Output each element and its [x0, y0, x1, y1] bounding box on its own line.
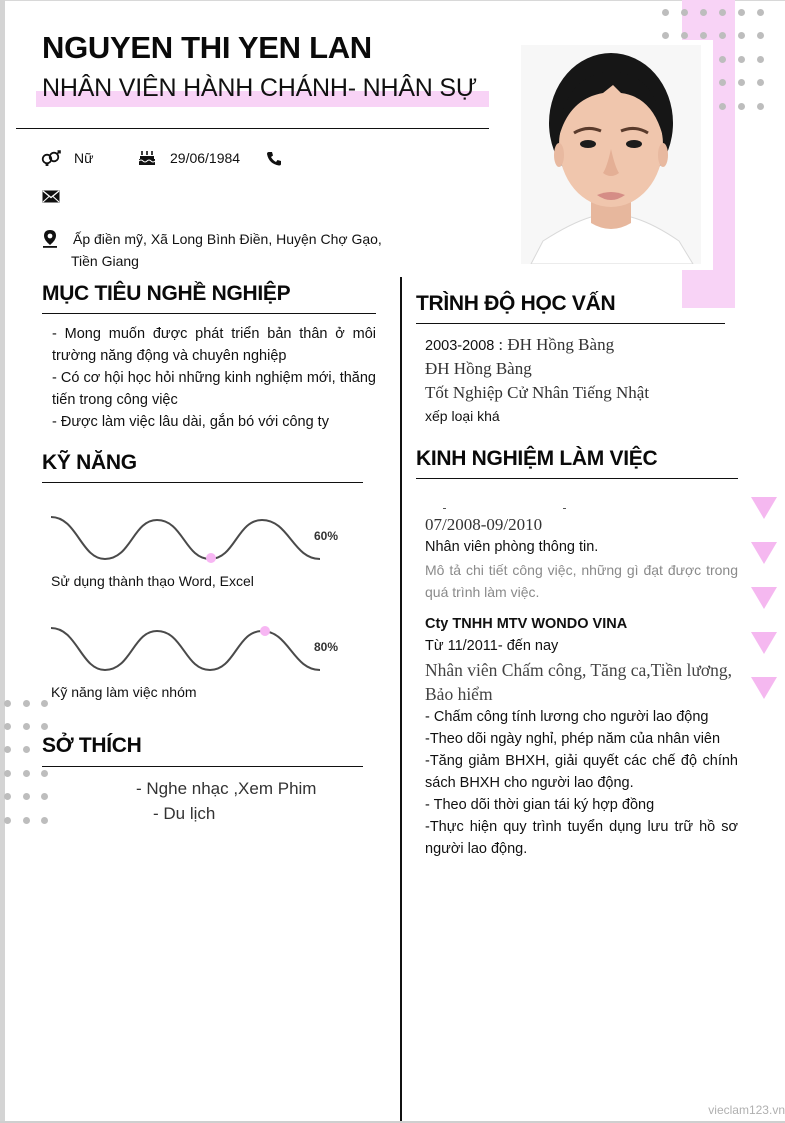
job-2-duties [425, 706, 738, 860]
education-title: TRÌNH ĐỘ HỌC VẤN [416, 292, 616, 315]
duty-item: -Theo dõi ngày nghỉ, phép năm của nhân viên [425, 731, 721, 747]
education-period-row [425, 335, 614, 355]
duty-item: - Chấm công tính lương cho người lao động [425, 709, 709, 725]
experience-divider [416, 478, 738, 479]
address-line-2: Tiền Giang [71, 253, 139, 269]
portrait-icon [521, 45, 701, 264]
skill-percent-1: 60% [314, 529, 339, 543]
hobby-item-2: - Du lịch [153, 804, 216, 823]
candidate-name: NGUYEN THI YEN LAN [42, 30, 372, 65]
clipped-text-mark [443, 508, 446, 509]
job-1-period: 07/2008-09/2010 [425, 515, 543, 534]
objective-divider [42, 313, 376, 314]
education-period: 2003-2008 [425, 338, 499, 354]
birthday-cake-icon [138, 150, 156, 166]
profile-photo [521, 45, 701, 264]
address-line-1: Ấp điền mỹ, Xã Long Bình Điền, Huyện Chợ Gạo, [73, 230, 382, 247]
education-school: ĐH Hồng Bàng [425, 359, 532, 378]
skills-divider [42, 482, 363, 483]
triangle-down-icon [751, 497, 777, 519]
phone-icon [266, 151, 282, 166]
triangle-down-icon [751, 542, 777, 564]
header-divider [16, 128, 489, 129]
skill-label-1: Sử dụng thành thạo Word, Excel [51, 573, 254, 589]
objective-line: - Có cơ hội học hỏi những kinh nghiệm mới, thăng tiến trong công việc [52, 370, 376, 408]
contact-row-1 [41, 150, 294, 166]
experience-title: KINH NGHIỆM LÀM VIỆC [416, 447, 658, 470]
duty-item: -Tăng giảm BHXH, giải quyết các chế độ chính sách BHXH cho người lao động. [425, 753, 738, 791]
skill-wave-1 [45, 505, 330, 570]
hobbies-divider [42, 766, 363, 767]
column-divider [400, 277, 402, 1123]
job-1-position: Nhân viên phòng thông tin. [425, 539, 599, 555]
duty-item: - Theo dõi thời gian tái ký hợp đồng [425, 797, 655, 813]
skill-percent-2: 80% [314, 640, 339, 654]
clipped-text-mark [563, 508, 566, 509]
contact-row-3 [42, 229, 382, 248]
hobbies-title: SỞ THÍCH [42, 734, 142, 757]
objective-line: - Mong muốn được phát triển bản thân ở môi trường năng động và chuyên nghiệp [52, 326, 376, 364]
objective-line: - Được làm việc lâu dài, gắn bó với công ty [52, 414, 329, 430]
job-title: NHÂN VIÊN HÀNH CHÁNH- NHÂN SỰ [42, 74, 478, 102]
skill-wave-2 [45, 616, 330, 681]
objective-body [52, 323, 376, 433]
triangle-down-icon [751, 632, 777, 654]
skills-title: KỸ NĂNG [42, 451, 137, 474]
job-1-description: Mô tả chi tiết công việc, những gì đạt được trong quá trình làm việc. [425, 562, 738, 600]
skill-level-marker-1 [206, 553, 216, 563]
watermark: vieclam123.vn [708, 1103, 785, 1117]
duty-item: -Thực hiện quy trình tuyển dụng lưu trữ hồ sơ người lao động. [425, 819, 738, 857]
skill-level-marker-2 [260, 626, 270, 636]
map-marker-icon [42, 229, 58, 248]
page-top-edge [0, 0, 785, 1]
triangle-down-icon [751, 587, 777, 609]
birthday-value: 29/06/1984 [170, 150, 241, 166]
job-2-company: Cty TNHH MTV WONDO VINA [425, 616, 628, 632]
job-2-position: Nhân viên Chấm công, Tăng ca,Tiền lương, Bảo hiểm [425, 660, 732, 704]
gender-icon [41, 150, 61, 166]
gender-value: Nữ [74, 150, 94, 166]
triangle-down-icon [751, 677, 777, 699]
contact-row-2 [42, 190, 72, 203]
education-grade: xếp loại khá [425, 408, 500, 424]
hobby-item-1: - Nghe nhạc ,Xem Phim [136, 779, 317, 798]
page-left-edge [0, 0, 5, 1123]
job-2-period: Từ 11/2011- đến nay [425, 638, 559, 654]
objective-title: MỤC TIÊU NGHỀ NGHIỆP [42, 282, 291, 305]
education-divider [416, 323, 725, 324]
education-school-inline: : ĐH Hồng Bàng [498, 335, 615, 354]
skill-label-2: Kỹ năng làm việc nhóm [51, 684, 197, 700]
envelope-icon [42, 190, 60, 203]
education-degree: Tốt Nghiệp Cử Nhân Tiếng Nhật [425, 383, 650, 402]
